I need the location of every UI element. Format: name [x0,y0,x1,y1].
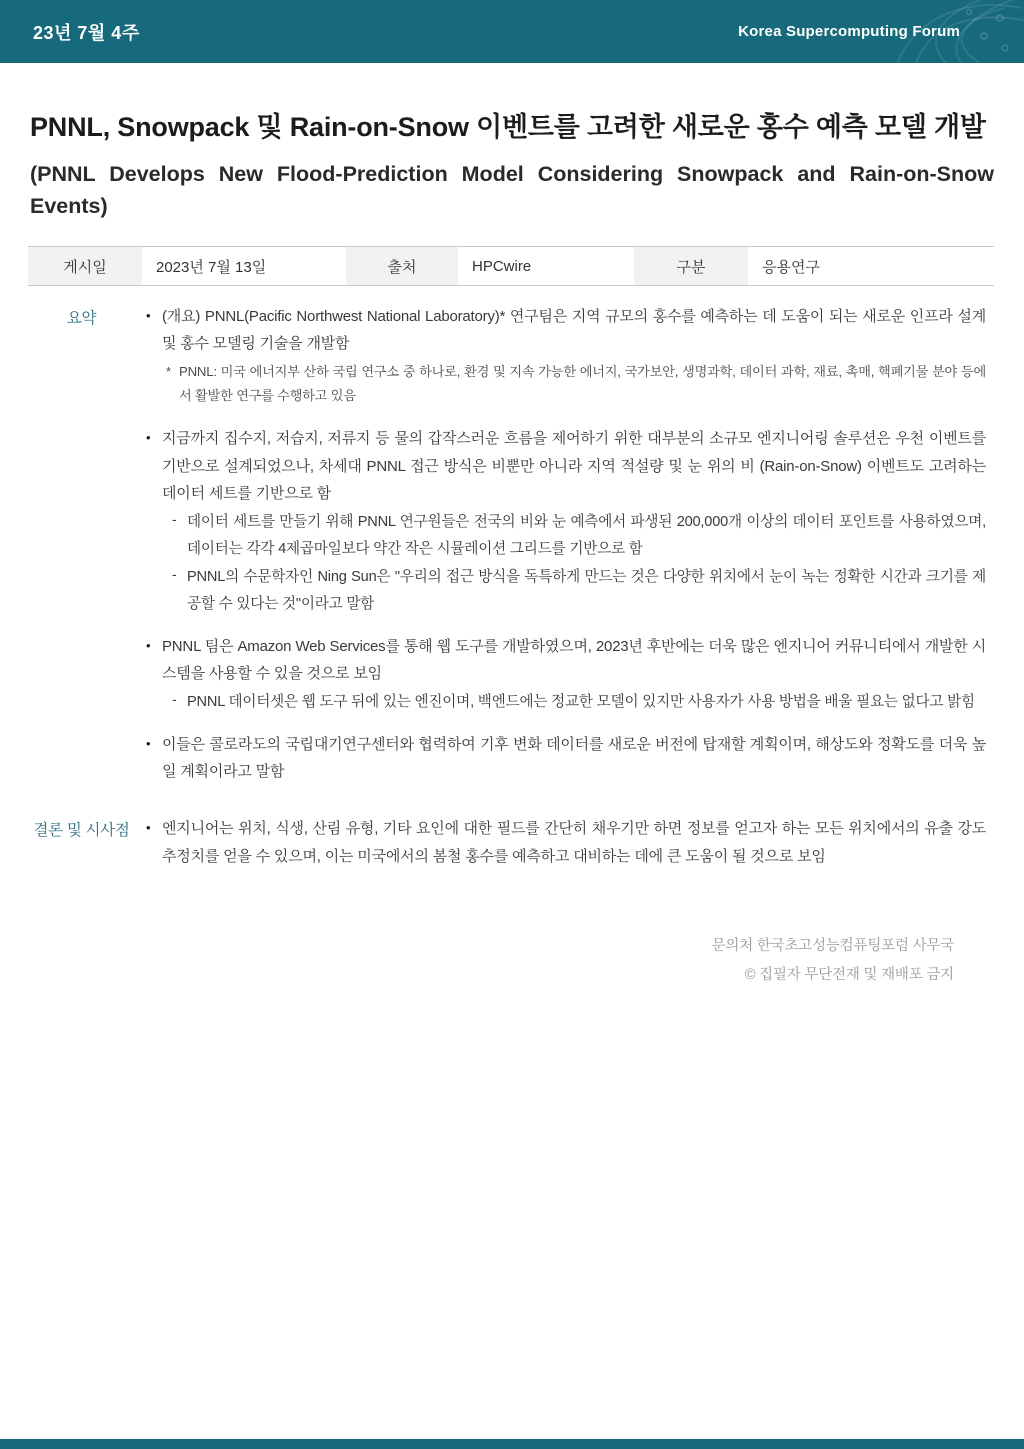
summary-bullet-2 [146,425,986,619]
meta-value-category: 응용연구 [762,258,820,276]
bullet-icon: • [146,308,151,324]
summary-bullet-4-text: 이들은 콜로라도의 국립대기연구센터와 협력하여 기후 변화 데이터를 새로운 버전에 탑재할 계획이며, 해상도와 정확도를 더욱 높일 계획이라고 말함 [162,735,986,780]
bullet-icon: • [146,820,151,836]
issue-week-label: 23년 7월 4주 [33,22,140,43]
summary-bullet-3-content [162,633,986,718]
conclusion-section-label: 결론 및 시사점 [33,822,130,840]
summary-bullet-3-text: PNNL 팀은 Amazon Web Services를 통해 웹 도구를 개발하였으며, 2023년 후반에는 더욱 많은 엔지니어 커뮤니티에서 개발한 시스템을 사용할 수 있을 것으로 보임 [162,637,986,682]
dash-icon: - [172,691,177,708]
bullet-icon: • [146,430,151,446]
dash-icon: - [172,566,177,583]
forum-brand-label: Korea Supercomputing Forum [738,23,960,40]
summary-bullet-2-dash-2 [172,564,986,617]
document-footer [30,932,994,990]
bullet-icon: • [146,735,151,751]
summary-bullet-2-content [162,425,986,619]
bottom-accent-bar [0,1439,1024,1449]
meta-label-category: 구분 [634,247,748,285]
header-bar [0,0,1024,63]
summary-bullet-3-dash-1 [172,689,986,716]
bullet-icon: • [146,637,151,653]
summary-bullet-1-content [162,303,986,412]
summary-bullet-1-text: (개요) PNNL(Pacific Northwest National Laboratory)* 연구팀은 지역 규모의 홍수를 예측하는 데 도움이 되는 새로운 인프라 설계 및 홍수 모델링 기술을 개발함 [162,308,986,353]
summary-section-label: 요약 [66,310,97,328]
meta-value-post-date: 2023년 7월 13일 [156,258,267,276]
summary-bullet-2-dash-1-text: 데이터 세트를 만들기 위해 PNNL 연구원들은 전국의 비와 눈 예측에서 파생된 200,000개 이상의 데이터 포인트를 사용하였으며, 데이터는 각각 4제곱마일보다 약간 작은 시뮬레이션 그리드를 기반으로 함 [187,514,986,557]
conclusion-bullet-1 [146,815,986,870]
summary-bullet-3 [146,633,986,718]
summary-bullet-1-note [166,360,986,409]
summary-bullet-1-note-text: PNNL: 미국 에너지부 산하 국립 연구소 중 하나로, 환경 및 지속 가능한 에너지, 국가보안, 생명과학, 데이터 과학, 재료, 촉매, 핵폐기물 분야 등에서 활발한 연구를 수행하고 있음 [179,363,986,404]
summary-bullet-4 [146,731,986,786]
summary-bullet-2-dash-1 [172,509,986,562]
asterisk-icon: * [166,363,172,379]
meta-value-source: HPCwire [472,257,532,275]
summary-bullet-2-text: 지금까지 집수지, 저습지, 저류지 등 물의 갑작스러운 흐름을 제어하기 위한 대부분의 소규모 엔지니어링 솔루션은 우천 이벤트를 기반으로 설계되었으나, 차세대 PNNL 접근 방식은 비뿐만 아니라 지역 적설량 및 눈 위의 비 (Rain-on-Snow) 이벤트도 고려하는 데이터 세트를 기반으로 함 [162,430,986,503]
article-title-english: (PNNL Develops New Flood-Prediction Model Considering Snowpack and Rain-on-Snow Events) [30,161,994,218]
document-body [0,105,1024,990]
summary-bullet-2-dash-2-text: PNNL의 수문학자인 Ning Sun은 "우리의 접근 방식을 독특하게 만드는 것은 다양한 위치에서 눈이 녹는 정확한 시간과 크기를 제공할 수 있다는 것"이라고 말함 [187,569,986,613]
summary-bullet-1 [146,303,986,412]
meta-table [28,246,994,286]
summary-section-body [133,303,994,785]
conclusion-section [30,815,994,870]
footer-contact: 문의처 한국초고성능컴퓨팅포럼 사무국 [711,937,954,954]
meta-label-source: 출처 [346,247,458,285]
conclusion-bullet-1-text: 엔지니어는 위치, 식생, 산림 유형, 기타 요인에 대한 필드를 간단히 채우기만 하면 정보를 얻고자 하는 모든 위치에서의 유출 강도 추정치를 얻을 수 있으며, 이는 미국에서의 봄철 홍수를 예측하고 대비하는 데에 큰 도움이 될 것으로 보임 [162,820,986,865]
meta-label-post-date: 게시일 [28,247,142,285]
summary-section [30,303,994,785]
article-title-korean: PNNL, Snowpack 및 Rain-on-Snow 이벤트를 고려한 새로운 홍수 예측 모델 개발 [30,112,986,142]
footer-copyright: © 집필자 무단전재 및 재배포 금지 [744,966,954,983]
summary-bullet-3-dash-1-text: PNNL 데이터셋은 웹 도구 뒤에 있는 엔진이며, 백엔드에는 정교한 모델이 있지만 사용자가 사용 방법을 배울 필요는 없다고 밝힘 [187,694,975,711]
dash-icon: - [172,511,177,528]
conclusion-section-body [133,815,994,870]
